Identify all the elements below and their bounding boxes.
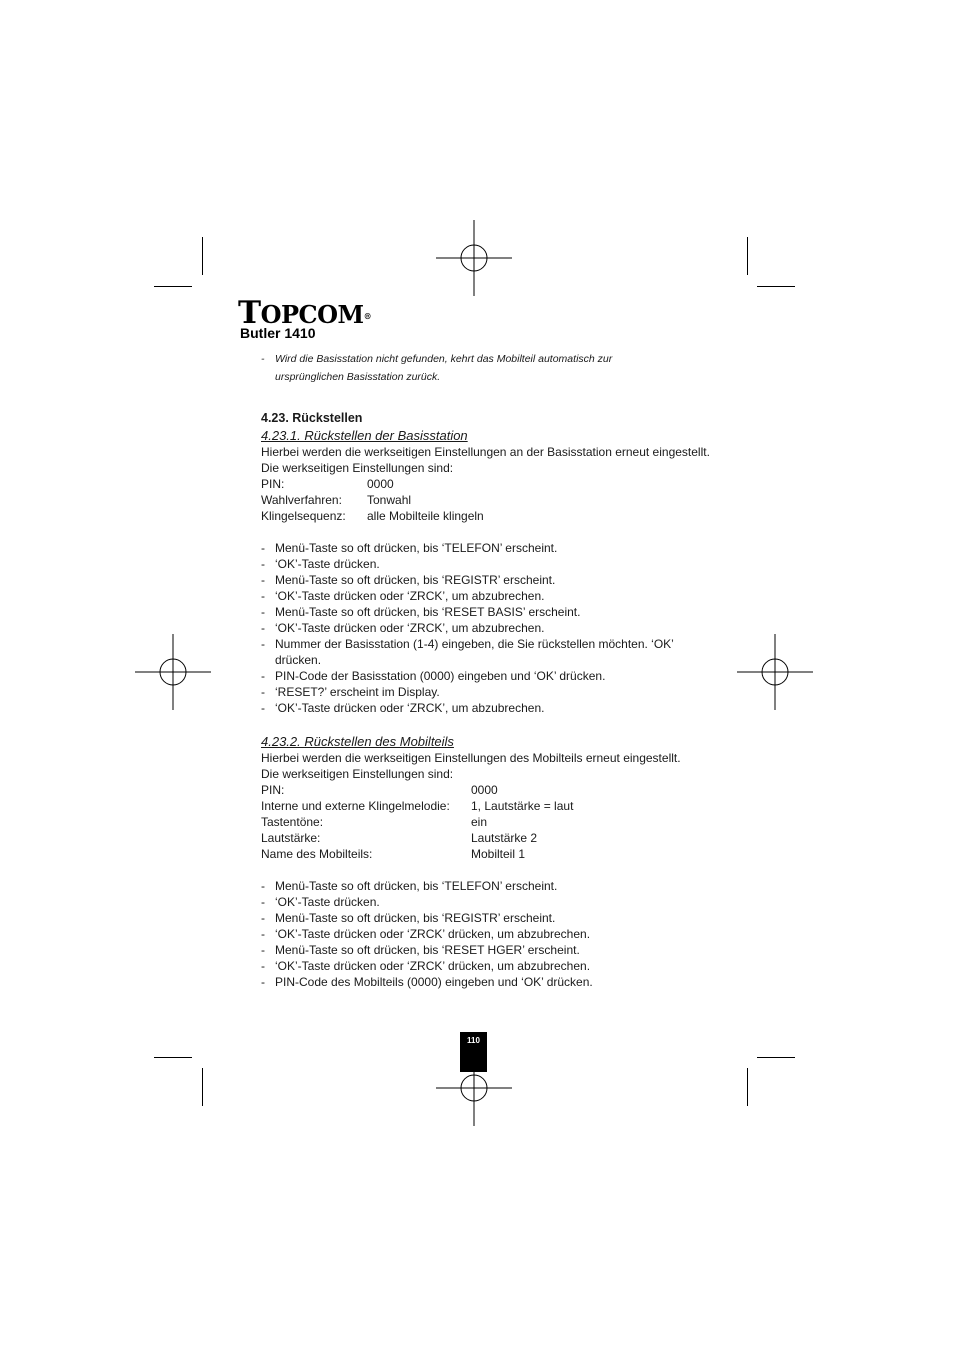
- list-item: - ‘RESET?’ erscheint im Display.: [261, 684, 721, 700]
- intro-text: Hierbei werden die werkseitigen Einstellungen an der Basisstation erneut eingestellt.: [261, 445, 710, 459]
- default-value: 0000: [367, 477, 394, 491]
- registered-mark: ®: [363, 311, 372, 321]
- default-key: Interne und externe Klingelmelodie:: [261, 799, 450, 813]
- brand-logo: [238, 295, 372, 331]
- note-line: Wird die Basisstation nicht gefunden, kehrt das Mobilteil automatisch zur: [275, 353, 613, 365]
- default-key: Klingelsequenz:: [261, 509, 346, 523]
- default-key: Wahlverfahren:: [261, 493, 342, 507]
- list-item: - PIN-Code der Basisstation (0000) eingeben und ‘OK’ drücken.: [261, 668, 721, 684]
- brand-initial: T: [238, 295, 261, 331]
- subsection-title: 4.23.2. Rückstellen des Mobilteils: [261, 734, 454, 749]
- section-title: 4.23. Rückstellen: [261, 411, 363, 425]
- list-item: - ‘OK’-Taste drücken oder ‘ZRCK’, um abzubrechen.: [261, 620, 721, 636]
- crop-mark: [154, 1057, 192, 1058]
- default-value: 0000: [471, 783, 498, 797]
- default-row: [261, 830, 721, 846]
- default-row: [261, 814, 721, 830]
- list-item: - Menü-Taste so oft drücken, bis ‘RESET BASIS’ erscheint.: [261, 604, 721, 620]
- default-value: 1, Lautstärke = laut: [471, 799, 574, 813]
- list-item: - ‘OK’-Taste drücken oder ‘ZRCK’, um abzubrechen.: [261, 588, 721, 604]
- default-key: Name des Mobilteils:: [261, 847, 373, 861]
- default-key: PIN:: [261, 477, 285, 491]
- list-item: - Nummer der Basisstation (1-4) eingeben, die Sie rückstellen möchten. ‘OK’ drücken.: [261, 636, 721, 668]
- default-key: Lautstärke:: [261, 831, 321, 845]
- intro-text: Hierbei werden die werkseitigen Einstellungen des Mobilteils erneut eingestellt.: [261, 751, 681, 765]
- registration-mark-icon: [737, 634, 813, 710]
- list-item: - ‘OK’-Taste drücken.: [261, 556, 721, 572]
- defaults-label: Die werkseitigen Einstellungen sind:: [261, 461, 454, 475]
- default-row: [261, 782, 721, 798]
- list-item: - Menü-Taste so oft drücken, bis ‘RESET HGER’ erscheint.: [261, 942, 721, 958]
- default-row: [261, 846, 721, 862]
- default-row: [261, 476, 721, 492]
- page-content: [261, 350, 721, 990]
- default-value: ein: [471, 815, 488, 829]
- default-value: alle Mobilteile klingeln: [367, 509, 484, 523]
- crop-mark: [202, 1068, 203, 1106]
- default-value: Mobilteil 1: [471, 847, 526, 861]
- default-key: PIN:: [261, 783, 285, 797]
- list-item: - ‘OK’-Taste drücken oder ‘ZRCK’, um abzubrechen.: [261, 700, 721, 716]
- crop-mark: [757, 1057, 795, 1058]
- step-list: [261, 540, 721, 716]
- default-row: [261, 492, 721, 508]
- list-item: - ‘OK’-Taste drücken oder ‘ZRCK’ drücken, um abzubrechen.: [261, 926, 721, 942]
- list-item: - Menü-Taste so oft drücken, bis ‘TELEFON’ erscheint.: [261, 878, 721, 894]
- list-item: - Menü-Taste so oft drücken, bis ‘REGISTR’ erscheint.: [261, 572, 721, 588]
- brand-rest: OPCOM: [260, 300, 364, 329]
- default-key: Tastentöne:: [261, 815, 324, 829]
- list-item: - Menü-Taste so oft drücken, bis ‘REGISTR’ erscheint.: [261, 910, 721, 926]
- registration-mark-icon: [436, 220, 512, 296]
- list-item: - ‘OK’-Taste drücken oder ‘ZRCK’ drücken, um abzubrechen.: [261, 958, 721, 974]
- subsection-title: 4.23.1. Rückstellen der Basisstation: [261, 428, 468, 443]
- crop-mark: [202, 237, 203, 275]
- defaults-label: Die werkseitigen Einstellungen sind:: [261, 767, 454, 781]
- note-line: ursprünglichen Basisstation zurück.: [275, 371, 441, 383]
- crop-mark: [747, 1068, 748, 1106]
- registration-mark-icon: [135, 634, 211, 710]
- crop-mark: [757, 286, 795, 287]
- default-row: [261, 798, 721, 814]
- default-value: Lautstärke 2: [471, 831, 538, 845]
- list-item: - Menü-Taste so oft drücken, bis ‘TELEFON’ erscheint.: [261, 540, 721, 556]
- crop-mark: [154, 286, 192, 287]
- note-dash: -: [261, 353, 265, 365]
- page-number: 110: [460, 1032, 487, 1072]
- default-value: Tonwahl: [367, 493, 412, 507]
- crop-mark: [747, 237, 748, 275]
- default-row: [261, 508, 721, 524]
- model-name: Butler 1410: [240, 325, 316, 341]
- list-item: - PIN-Code des Mobilteils (0000) eingeben und ‘OK’ drücken.: [261, 974, 721, 990]
- step-list: [261, 878, 721, 990]
- list-item: - ‘OK’-Taste drücken.: [261, 894, 721, 910]
- note: [261, 350, 721, 386]
